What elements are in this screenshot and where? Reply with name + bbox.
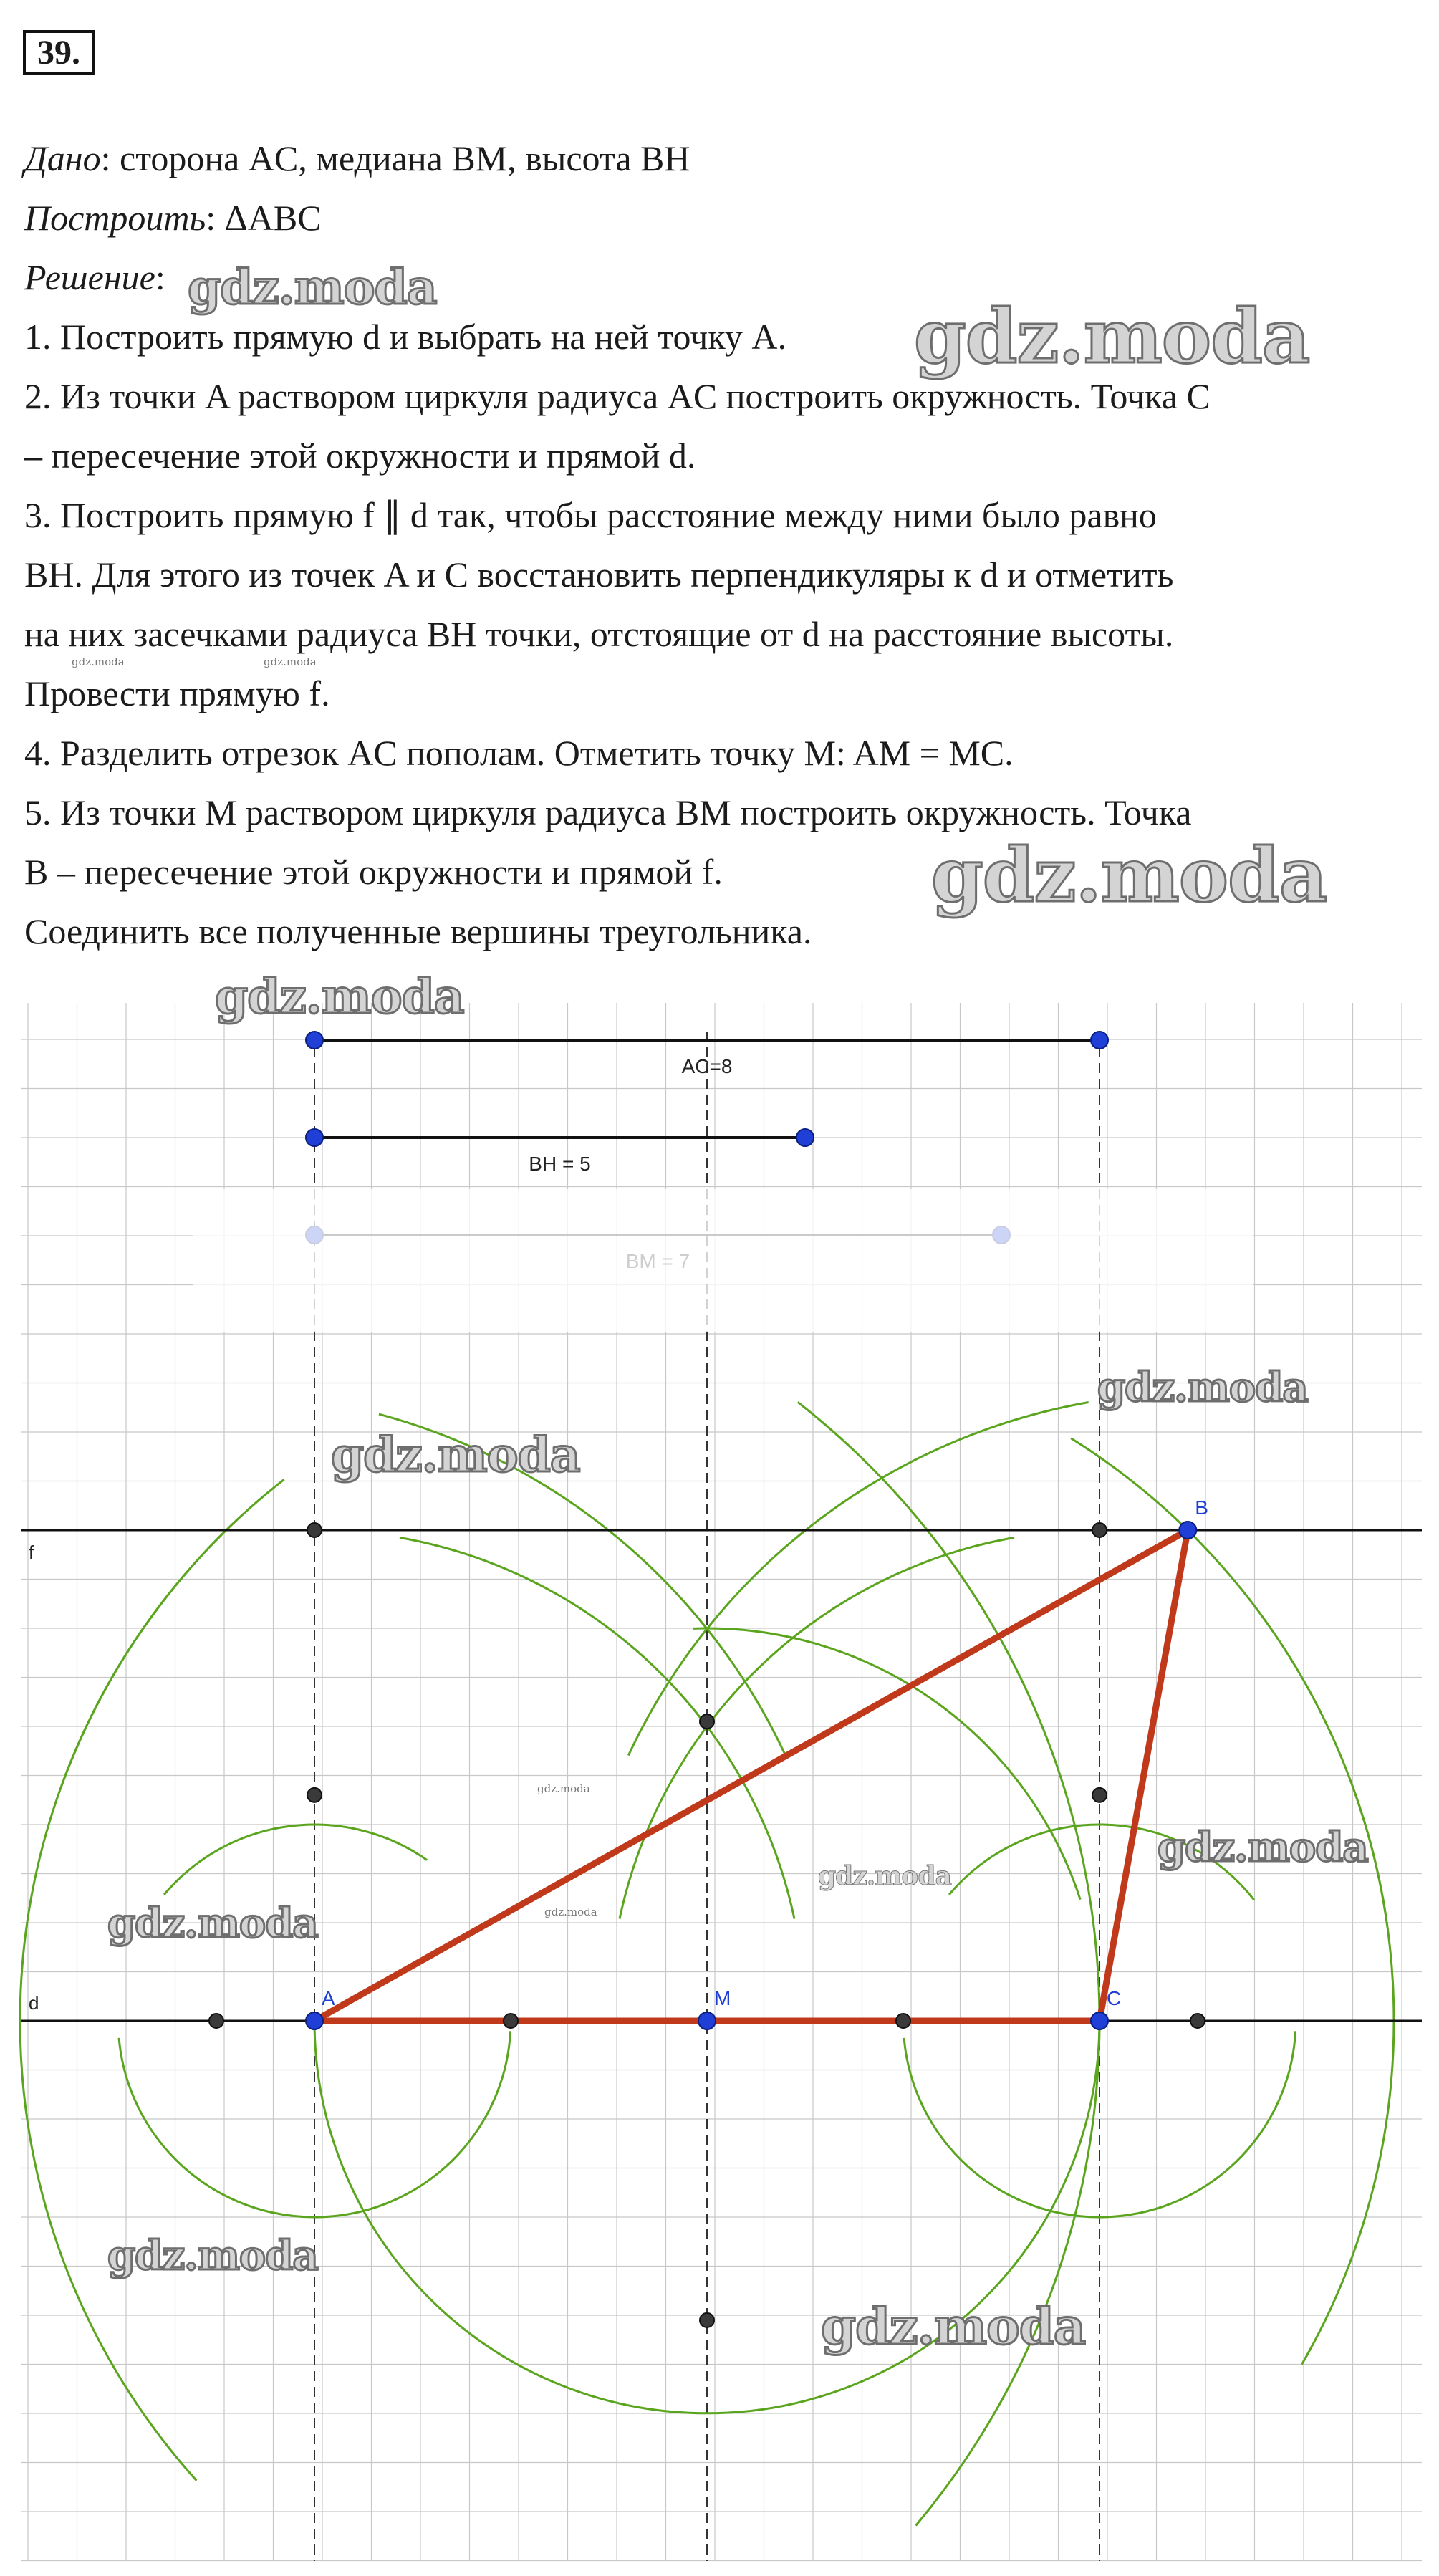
watermark-logo: gdz.moda (188, 259, 437, 315)
watermark-logo: gdz.moda (818, 1861, 951, 1891)
watermark-small: gdz.moda (544, 1905, 597, 1918)
step-line: 5. Из точки M раствором циркуля радиуса BM построить окружность. Точка (24, 792, 1192, 832)
given-text: : сторона AC, медиана BM, высота BH (100, 138, 690, 178)
watermark-small: gdz.moda (537, 1782, 590, 1795)
watermark-logo: gdz.moda (331, 1427, 580, 1483)
construct-text: : ΔABC (206, 198, 322, 238)
solution-line: Решение: (24, 257, 165, 297)
construct-label: Построить (24, 198, 206, 238)
watermark-logo: gdz.moda (1097, 1364, 1308, 1411)
given-label: Дано (24, 138, 101, 178)
watermark-logo: gdz.moda (821, 2297, 1086, 2356)
segment-label: BH = 5 (529, 1153, 591, 1175)
watermark-logo: gdz.moda (107, 1900, 318, 1947)
vertex-label-c: C (1107, 1987, 1122, 2009)
watermark-logo: gdz.moda (1158, 1824, 1368, 1871)
watermark-logo: gdz.moda (914, 292, 1310, 380)
vertex-label-b: B (1195, 1496, 1208, 1519)
watermark-logo: gdz.moda (107, 2232, 318, 2279)
step-line: Соединить все полученные вершины треугольника. (24, 911, 812, 951)
watermark-logo: gdz.moda (215, 969, 464, 1024)
segment-label: AC=8 (681, 1055, 733, 1077)
step-line: B – пересечение этой окружности и прямой f. (24, 852, 723, 892)
watermark-small: gdz.moda (264, 655, 317, 668)
step-line: – пересечение этой окружности и прямой d. (24, 436, 696, 476)
watermark-logo: gdz.moda (931, 831, 1327, 919)
vertex-label-a: A (322, 1987, 335, 2009)
step-line: 3. Построить прямую f ∥ d так, чтобы расстояние между ними было равно (24, 495, 1157, 535)
step-line: 2. Из точки A раствором циркуля радиуса AC построить окружность. Точка C (24, 376, 1211, 416)
step-line: Провести прямую f. (24, 673, 330, 713)
step-line: BH. Для этого из точек A и C восстановить перпендикуляры к d и отметить (24, 554, 1174, 595)
watermark-small: gdz.moda (72, 655, 125, 668)
solution-label: Решение (24, 257, 155, 297)
step-line: 4. Разделить отрезок AC пополам. Отметить точку M: AM = MC. (24, 733, 1014, 773)
line-label: f (29, 1542, 34, 1563)
step-line: 1. Построить прямую d и выбрать на ней точку A. (24, 317, 787, 357)
line-label: d (29, 1992, 39, 2014)
problem-number: 39. (23, 30, 95, 75)
vertex-label-m: M (714, 1987, 731, 2009)
step-line: на них засечками радиуса BH точки, отстоящие от d на расстояние высоты. (24, 614, 1174, 654)
